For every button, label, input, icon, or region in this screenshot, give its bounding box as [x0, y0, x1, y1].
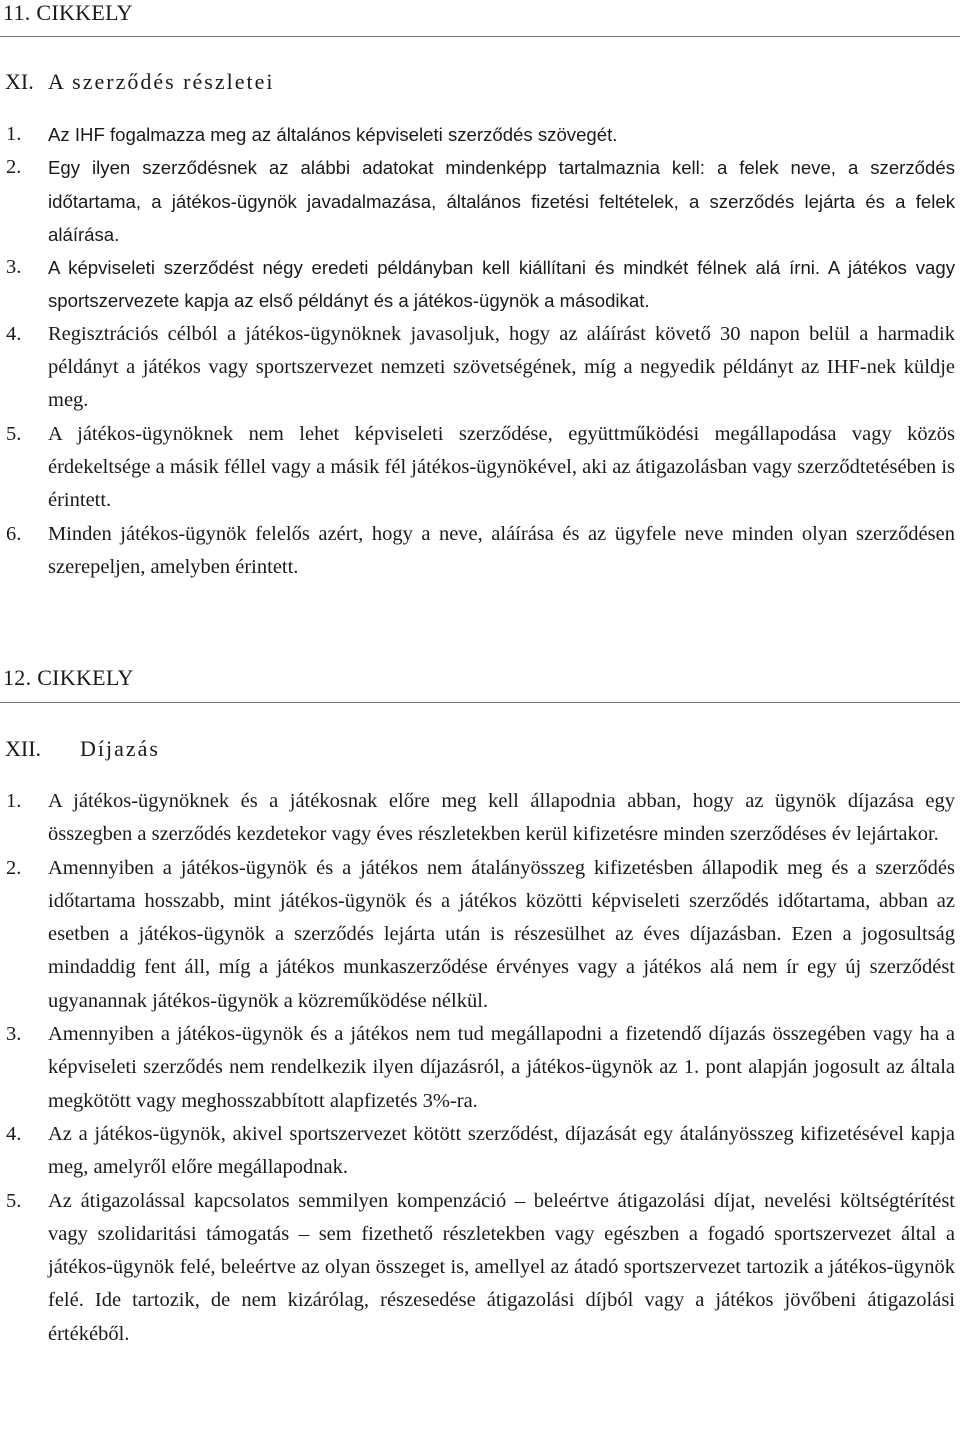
item-text: A képviseleti szerződést négy eredeti példányban kell kiállítani és mindkét félnek alá írni. A játékos vagy sportszervezete kapja az első példányt és a játékos-ügynök a másodikat. — [48, 257, 955, 312]
item-number: 1. — [6, 790, 22, 812]
item-text: Amennyiben a játékos-ügynök és a játékos nem tud megállapodni a fizetendő díjazás összegében vagy ha a képviseleti szerződés nem rendelkezik ilyen díjazásról, a játékos-ügynök az 1. pont alapján jogosult az általa megkötött vagy meghosszabbított alapfizetés 3%-ra. — [48, 1023, 955, 1112]
item-number: 3. — [6, 1023, 22, 1046]
list-item-11-1 — [0, 118, 955, 151]
list-item-12-4 — [0, 1118, 955, 1185]
list-item-11-3 — [0, 251, 955, 318]
item-number: 2. — [6, 156, 22, 179]
section-xii-heading — [5, 736, 160, 762]
item-text: Az a játékos-ügynök, akivel sportszervezet kötött szerződést, díjazását egy átalányösszeg kifizetésével kapja meg, amelyről előre megállapodnak. — [48, 1122, 955, 1179]
article-12-heading: 12. CIKKELY — [3, 665, 134, 690]
item-text: A játékos-ügynöknek és a játékosnak előre meg kell állapodnia abban, hogy az ügynök díjazása egy összegben a szerződés kezdetekor vagy éves részletekben kerül kifizetésre minden szerződéses év lejártakor. — [48, 790, 955, 846]
item-number: 6. — [6, 522, 22, 545]
item-text: Az IHF fogalmazza meg az általános képviseleti szerződés szövegét. — [48, 124, 618, 145]
article-11-heading: 11. CIKKELY — [3, 0, 133, 25]
item-text: Egy ilyen szerződésnek az alábbi adatokat mindenképp tartalmaznia kell: a felek neve, a szerződés időtartama, a játékos-ügynök javadalmazása, általános fizetési feltételek, a szerződés lejárta és a felek aláírása. — [48, 157, 955, 245]
item-text: Minden játékos-ügynök felelős azért, hogy a neve, aláírása és az ügyfele neve minden olyan szerződésen szerepeljen, amelyben érintett. — [48, 522, 955, 578]
article-11-list — [0, 118, 955, 584]
item-number: 1. — [6, 123, 22, 145]
item-text: A játékos-ügynöknek nem lehet képviseleti szerződése, együttműködési megállapodása vagy közös érdekeltsége a másik féllel vagy a másik fél játékos-ügynökével, aki az átigazolásban vagy szerződtetésében is érintett. — [48, 422, 955, 512]
list-item-11-5 — [0, 418, 955, 518]
section-xi-number: XI. — [5, 69, 34, 94]
section-xi-title: A szerződés részletei — [48, 69, 275, 94]
item-number: 4. — [6, 1122, 22, 1145]
item-number: 4. — [6, 322, 22, 345]
list-item-12-2 — [0, 852, 955, 1018]
list-item-11-4 — [0, 318, 955, 418]
section-xii-title: Díjazás — [80, 736, 160, 761]
article-12-divider — [0, 702, 960, 703]
item-text: Amennyiben a játékos-ügynök és a játékos nem átalányösszeg kifizetésben állapodik meg és a szerződés időtartama hosszabb, mint játékos-ügynök és a játékos közötti képviseleti szerződés időtartama, abban az esetben a játékos-ügynök a szerződés lejárta után is részesülhet az éves díjazásban. Ezen a jogosultság mindaddig fent áll, míg a játékos munkaszerződése érvényes vagy a játékos alá nem ír egy új szerződést ugyanannak játékos-ügynök a közreműködése nélkül. — [48, 856, 955, 1012]
list-item-12-5 — [0, 1185, 955, 1351]
item-number: 5. — [6, 1189, 22, 1212]
item-number: 5. — [6, 422, 22, 445]
list-item-12-3 — [0, 1018, 955, 1118]
section-xii-number: XII. — [5, 736, 42, 761]
article-11-divider — [0, 36, 960, 37]
item-number: 2. — [6, 856, 22, 879]
list-item-11-2 — [0, 151, 955, 251]
section-xi-heading — [5, 69, 274, 95]
list-item-12-1 — [0, 785, 955, 852]
article-12-list — [0, 785, 955, 1351]
item-text: Regisztrációs célból a játékos-ügynöknek javasoljuk, hogy az aláírást követő 30 napon belül a harmadik példányt a játékos vagy sportszervezet nemzeti szövetségének, míg a negyedik példányt az IHF-nek küldje meg. — [48, 322, 955, 412]
list-item-11-6 — [0, 518, 955, 585]
item-number: 3. — [6, 256, 22, 279]
item-text: Az átigazolással kapcsolatos semmilyen kompenzáció – beleértve átigazolási díjat, nevelési költségtérítést vagy szolidaritási támogatás – sem fizethető részletekben vagy egészben a fogadó sportszervezet által a játékos-ügynök felé, beleértve az olyan összeget is, amellyel az átadó sportszervezet tartozik a játékos-ügynök felé. Ide tartozik, de nem kizárólag, részesedése átigazolási díjból vagy a játékos jövőbeni átigazolási értékéből. — [48, 1189, 955, 1345]
